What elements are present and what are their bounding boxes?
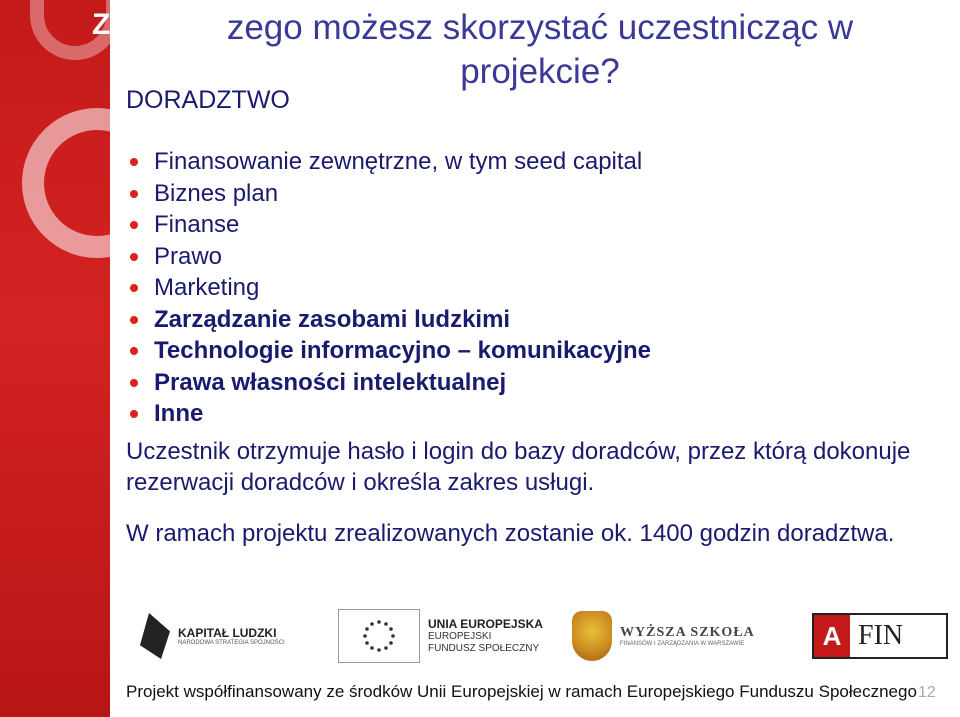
slide-title: zego możesz skorzystać uczestnicząc w projekcie? <box>226 8 854 91</box>
logo-text: NARODOWA STRATEGIA SPÓJNOŚCI <box>178 640 285 646</box>
list-item-text: Prawo <box>154 242 223 270</box>
list-item <box>128 304 651 336</box>
page-number: 12 <box>918 684 936 701</box>
list-item-text: Zarządzanie zasobami ludzkimi <box>154 305 511 333</box>
bullet-icon <box>130 410 138 418</box>
crest-icon <box>572 611 612 661</box>
paragraph-hours-info: W ramach projektu zrealizowanych zostanie ok. 1400 godzin doradztwa. <box>126 520 895 547</box>
list-item-text: Finansowanie zewnętrzne, w tym seed capital <box>154 148 643 175</box>
logo-text: WYŻSZA SZKOŁA <box>620 625 755 640</box>
list-item <box>128 146 651 178</box>
bullet-icon <box>130 190 138 198</box>
logo-text: FINANSÓW I ZARZĄDZANIA W WARSZAWIE <box>620 641 745 647</box>
section-subtitle: DORADZTWO <box>126 86 290 114</box>
list-item <box>128 272 651 304</box>
kapital-ludzki-mark-icon <box>140 613 170 659</box>
list-item-text: Inne <box>154 400 204 427</box>
paragraph-login-info: Uczestnik otrzymuje hasło i login do bazy doradców, przez którą dokonuje rezerwacji doradców i określa zakres usługi. <box>126 438 911 496</box>
bullet-icon <box>130 284 138 292</box>
bullet-icon <box>130 221 138 229</box>
list-item-text: Finanse <box>154 211 240 238</box>
list-item <box>128 398 651 430</box>
list-item <box>128 209 651 241</box>
logo-text: UNIA EUROPEJSKA <box>428 617 543 631</box>
left-decorative-band <box>0 0 110 717</box>
list-item <box>128 367 651 399</box>
logo-text: FUNDUSZ SPOŁECZNY <box>428 643 540 654</box>
list-item-text: Marketing <box>154 274 260 301</box>
logo-text: A <box>814 615 850 657</box>
list-item-text: Prawa własności intelektualnej <box>154 368 507 396</box>
list-item-text: Biznes plan <box>154 179 279 207</box>
bullet-icon <box>130 253 138 261</box>
bullet-icon <box>130 347 138 355</box>
footer-text: Projekt współfinansowany ze środków Unii Europejskiej w ramach Europejskiego Funduszu Społecznego <box>126 682 917 701</box>
title-initial-letter: Z <box>92 8 111 41</box>
list-item <box>128 178 651 210</box>
eu-flag-icon <box>338 609 420 663</box>
bullet-icon <box>130 316 138 324</box>
list-item <box>128 335 651 367</box>
logo-text: FIN <box>858 620 904 651</box>
bullet-icon <box>130 158 138 166</box>
list-item <box>128 241 651 273</box>
kapital-ludzki-logo <box>140 604 310 668</box>
service-list <box>128 146 651 430</box>
bullet-icon <box>130 379 138 387</box>
list-item-text: Technologie informacyjno – komunikacyjne <box>154 337 652 364</box>
logo-text: EUROPEJSKI <box>428 631 492 642</box>
logo-text: KAPITAŁ LUDZKI <box>178 626 277 640</box>
atfin-logo <box>812 604 948 668</box>
atfin-box <box>812 613 948 659</box>
eu-logo <box>338 604 548 668</box>
logo-strip <box>140 604 950 670</box>
wyzsza-szkola-logo <box>572 604 792 668</box>
eu-stars-icon <box>359 616 399 656</box>
